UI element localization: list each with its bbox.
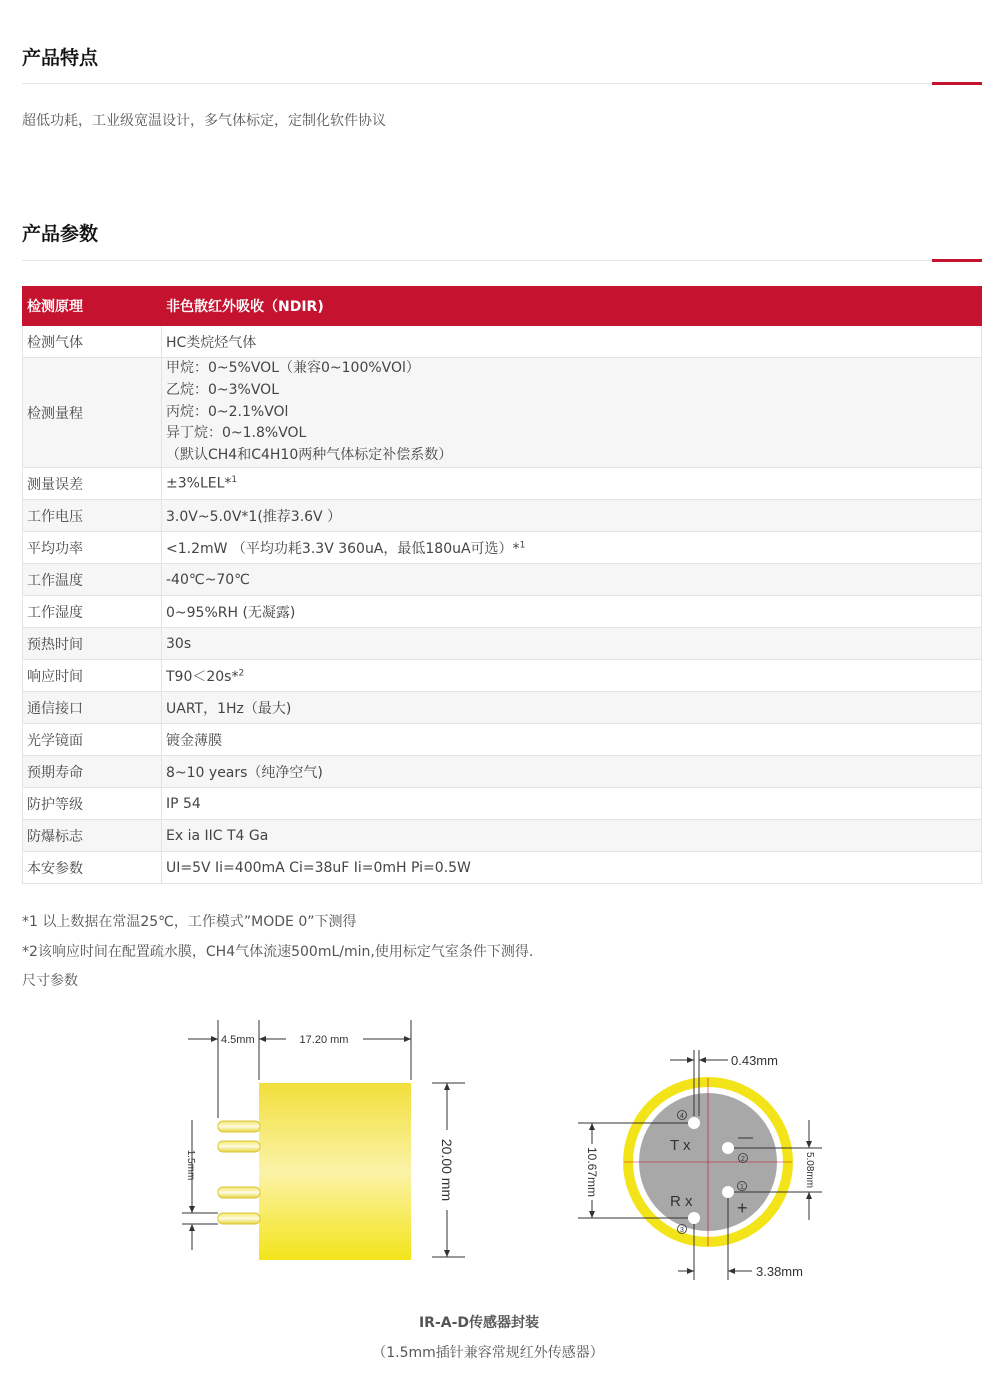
dim-label: 0.43mm — [731, 1053, 778, 1068]
row-value — [162, 596, 982, 628]
pin-2 — [722, 1142, 734, 1154]
row-key: 测量误差 — [23, 468, 162, 500]
pin-3 — [688, 1212, 700, 1224]
row-key: 检测气体 — [23, 326, 162, 358]
pin-number: 3 — [680, 1227, 684, 1234]
row-value-text: 8~10 years（纯净空气) — [166, 764, 323, 781]
row-value — [162, 660, 982, 692]
diagram-caption-subtitle: （1.5mm插针兼容常规红外传感器） — [372, 1345, 604, 1361]
row-value-text: T90＜20s* — [166, 668, 239, 685]
plus-label: + — [737, 1198, 748, 1218]
footnote-marker: 1 — [231, 475, 238, 486]
footnote-marker: 2 — [238, 667, 245, 678]
pin-1 — [722, 1186, 734, 1198]
row-value-text: 镀金薄膜 — [166, 732, 222, 749]
range-line: 异丁烷：0~1.8%VOL — [166, 425, 307, 442]
sensor-body — [259, 1083, 411, 1260]
row-value — [162, 724, 982, 756]
params-divider-accent — [932, 259, 982, 262]
dim-label: 17.20 mm — [299, 1034, 349, 1046]
pin-4 — [688, 1117, 700, 1129]
row-value-text: 0~95%RH (无凝露) — [166, 604, 296, 621]
dim-label: 1.5mm — [185, 1149, 196, 1181]
row-value-text: ±3%LEL* — [166, 475, 232, 492]
pin-number: 2 — [741, 1156, 745, 1163]
table-row — [23, 628, 982, 660]
table-header-key: 检测原理 — [23, 287, 162, 326]
params-divider — [22, 260, 982, 261]
row-value-text: -40℃~70℃ — [166, 571, 250, 588]
table-row — [23, 564, 982, 596]
dim-label: 10.67mm — [585, 1146, 599, 1198]
row-key: 工作温度 — [23, 564, 162, 596]
row-value-text: Ex ia IIC T4 Ga — [166, 827, 269, 844]
side-view-diagram — [170, 1010, 480, 1270]
row-key: 预期寿命 — [23, 756, 162, 788]
dim-label: 20.00 mm — [439, 1138, 455, 1202]
row-value-text: <1.2mW （平均功耗3.3V 360uA，最低180uA可选）* — [166, 540, 520, 557]
table-row — [23, 468, 982, 500]
row-key: 平均功率 — [23, 532, 162, 564]
row-value — [162, 564, 982, 596]
row-key: 响应时间 — [23, 660, 162, 692]
dim-label: 4.5mm — [221, 1034, 255, 1046]
row-value — [162, 820, 982, 852]
row-key: 检测量程 — [23, 358, 162, 468]
table-row — [23, 788, 982, 820]
row-value — [162, 500, 982, 532]
row-value: HC类烷烃气体 — [162, 326, 982, 358]
features-title: 产品特点 — [22, 47, 99, 69]
pin-number: 1 — [740, 1184, 744, 1191]
diagram-caption-title: IR-A-D传感器封装 — [418, 1315, 540, 1331]
footnote-2: *2该响应时间在配置疏水膜，CH4气体流速500mL/min,使用标定气室条件下测得. — [22, 943, 534, 960]
row-value — [162, 532, 982, 564]
table-row — [23, 532, 982, 564]
row-value — [162, 468, 982, 500]
params-table — [22, 286, 982, 884]
row-value — [162, 756, 982, 788]
table-row — [23, 852, 982, 884]
footnote-1: *1 以上数据在常温25℃，工作模式”MODE 0”下测得 — [22, 914, 357, 930]
row-key: 工作电压 — [23, 500, 162, 532]
table-row — [23, 756, 982, 788]
params-title: 产品参数 — [22, 223, 99, 245]
features-divider-accent — [932, 82, 982, 85]
features-divider — [22, 83, 982, 84]
row-key: 防护等级 — [23, 788, 162, 820]
features-text: 超低功耗，工业级宽温设计，多气体标定，定制化软件协议 — [22, 113, 386, 129]
row-value-text: UART，1Hz（最大) — [166, 700, 292, 717]
row-value — [162, 628, 982, 660]
table-row — [23, 326, 982, 358]
top-view-diagram — [570, 1040, 830, 1290]
row-key: 防爆标志 — [23, 820, 162, 852]
row-value — [162, 788, 982, 820]
table-row — [23, 692, 982, 724]
range-line: 丙烷：0~2.1%VOl — [166, 403, 289, 420]
range-line: 甲烷：0~5%VOL（兼容0~100%VOl） — [166, 360, 420, 376]
range-line: （默认CH4和C4H10两种气体标定补偿系数） — [166, 447, 453, 464]
sensor-pin — [218, 1121, 260, 1132]
row-key: 光学镜面 — [23, 724, 162, 756]
row-value — [162, 852, 982, 884]
table-row — [23, 820, 982, 852]
row-value — [162, 692, 982, 724]
row-key: 本安参数 — [23, 852, 162, 884]
pin-number: 4 — [680, 1113, 684, 1120]
row-value-text: UI=5V Ii=400mA Ci=38uF Ii=0mH Pi=0.5W — [166, 859, 471, 876]
row-key: 预热时间 — [23, 628, 162, 660]
footnotes — [22, 911, 533, 1000]
minus-label: — — [738, 1129, 753, 1146]
tx-label: T x — [670, 1137, 691, 1154]
row-key: 工作湿度 — [23, 596, 162, 628]
dim-label: 5.08mm — [804, 1151, 815, 1189]
table-row — [23, 358, 982, 468]
rx-label: R x — [670, 1193, 693, 1210]
row-value-text: IP 54 — [166, 795, 201, 812]
table-row — [23, 596, 982, 628]
table-row — [23, 500, 982, 532]
sensor-pin — [218, 1141, 260, 1152]
table-header-row — [23, 287, 982, 326]
sensor-pin — [218, 1187, 260, 1198]
table-row — [23, 724, 982, 756]
table-header-value: 非色散红外吸收（NDIR) — [162, 287, 982, 326]
table-row — [23, 660, 982, 692]
range-values — [162, 358, 982, 468]
range-line: 乙烷：0~3%VOL — [166, 381, 279, 398]
row-value-text: 3.0V~5.0V*1(推荐3.6V ） — [166, 508, 342, 525]
row-value-text: 30s — [166, 635, 192, 652]
sensor-pin — [218, 1213, 260, 1224]
dimension-heading: 尺寸参数 — [22, 973, 78, 989]
dim-label: 3.38mm — [756, 1264, 803, 1279]
footnote-marker: 1 — [519, 539, 526, 550]
row-key: 通信接口 — [23, 692, 162, 724]
